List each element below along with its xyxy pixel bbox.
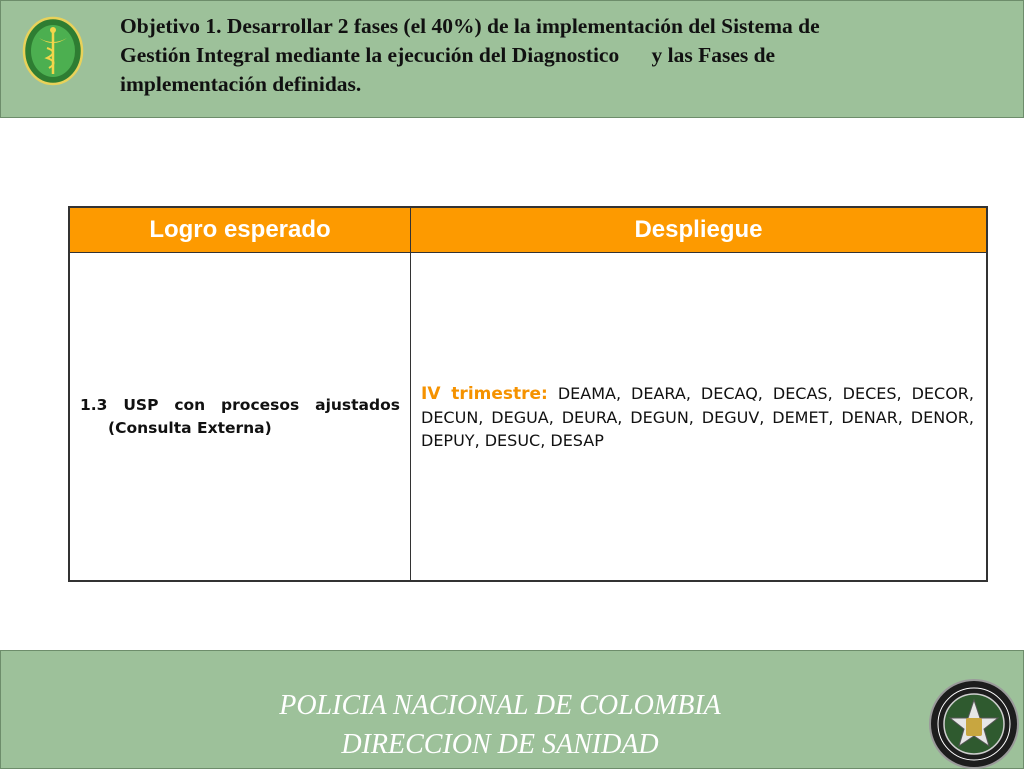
footer-institution [150, 686, 850, 764]
logro-cell [70, 253, 411, 581]
column-header-despliegue: Despliegue [411, 208, 987, 253]
trimester-label: IV trimestre: [421, 383, 548, 404]
caduceus-emblem-icon [22, 16, 84, 86]
footer-line-2: DIRECCION DE SANIDAD [341, 729, 659, 760]
despliegue-cell [411, 253, 987, 581]
table-row [70, 253, 987, 581]
unit-list: DEAMA, DEARA, DECAQ, DECAS, DECES, DECOR, DECUN, DEGUA, DEURA, DEGUN, DEGUV, DEMET, DENAR, DENOR, DEPUY, DESUC, DESAP [421, 383, 974, 450]
footer-line-1: POLICIA NACIONAL DE COLOMBIA [279, 690, 721, 721]
police-seal-icon [928, 678, 1020, 770]
achievement-table [68, 206, 988, 582]
table-header-row [70, 208, 987, 253]
logro-text: 1.3 USP con procesos ajustados (Consulta Externa) [80, 395, 400, 437]
column-header-logro: Logro esperado [70, 208, 411, 253]
objective-title: Objetivo 1. Desarrollar 2 fases (el 40%) de la implementación del Sistema de Gestión Integral mediante la ejecución del Diagnostico y las Fases de implementación definidas. [120, 14, 820, 96]
despliegue-content [421, 382, 976, 452]
